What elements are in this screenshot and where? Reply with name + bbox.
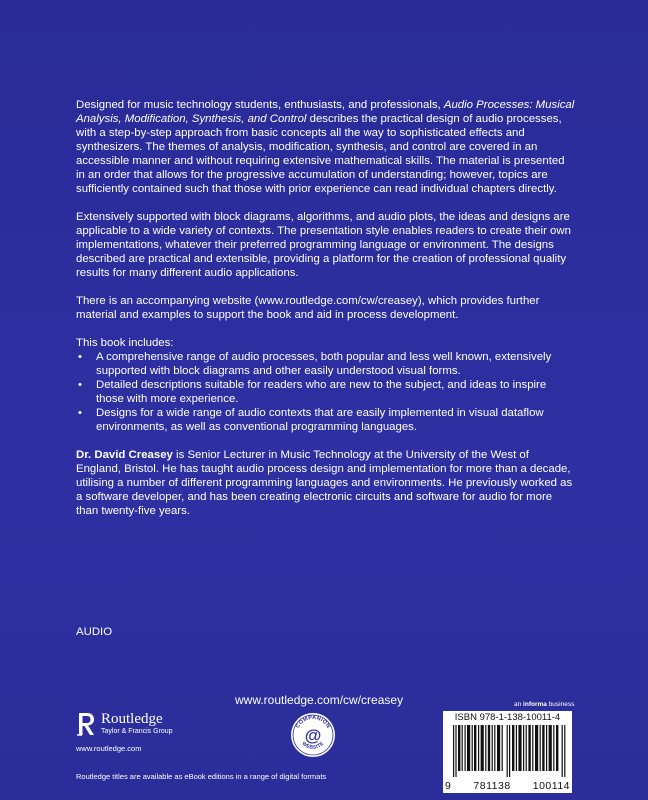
intro-paragraph: Designed for music technology students, enthusiasts, and professionals, Audio Processes: Musical Analysis, Modification, Synthesis, and Control describes the practical design of audio processes, with a step-by-step approach from basic concepts all the way to sophisticated effects and synthesizers. The themes of analysis, modification, synthesis, and control are covered in an accessible manner and without requiring extensive mathematical skills. The material is presented in an order that allows for the progressive accumulation of understanding; however, topics are sufficiently contained such that those with prior experience can read individual chapters directly.: [76, 99, 575, 195]
barcode: [443, 711, 572, 793]
author-bio: Dr. David Creasey is Senior Lecturer in Music Technology at the University of the West of England, Bristol. He has taught audio process design and implementation for more than a decade, utilising a number of different programming languages and environments. He previously worked as a software developer, and has been creating electronic circuits and software for audio for more than twenty-five years.: [76, 449, 573, 517]
list-item: • Designs for a wide range of audio contexts that are easily implemented in visual dataflow environments, as well as conventional programming languages.: [76, 406, 576, 434]
informa-business: an informa business: [514, 701, 575, 708]
category-label: AUDIO: [76, 626, 113, 638]
website-paragraph: There is an accompanying website (www.routledge.com/cw/creasey), which provides further material and examples to support the book and aid in process development.: [76, 295, 540, 321]
publisher-logo: [76, 711, 173, 737]
svg-text:@: @: [304, 726, 322, 745]
companion-website-badge-icon: [290, 712, 336, 758]
isbn: ISBN 978-1-138-10011-4: [454, 712, 561, 723]
publisher-name: Routledge: [101, 711, 163, 727]
companion-bottom-text: WEBSITE: [300, 740, 326, 751]
includes-section: [76, 336, 576, 434]
routledge-logo-icon: [76, 711, 96, 737]
publisher-url[interactable]: www.routledge.com: [76, 744, 142, 753]
barcode-digits: 9 781138 100114: [445, 780, 570, 792]
includes-list: [76, 350, 576, 434]
barcode-bars-icon: [453, 725, 566, 777]
website-url[interactable]: www.routledge.com/cw/creasey: [235, 693, 404, 707]
ebook-note: Routledge titles are available as eBook editions in a range of digital formats: [76, 772, 327, 781]
list-item: • Detailed descriptions suitable for readers who are new to the subject, and ideas to inspire those with more experience.: [76, 378, 576, 406]
blurb: [76, 98, 576, 532]
author-name: Dr. David Creasey: [76, 449, 173, 461]
applicability-paragraph: Extensively supported with block diagrams, algorithms, and audio plots, the ideas and designs are applicable to a wide variety of contexts. The presentation style enables readers to create their own implementations, whatever their preferred programming language or environment. The designs described are practical and extensible, providing a platform for the creation of professional quality results for many different audio applications.: [76, 211, 571, 279]
includes-heading: This book includes:: [76, 337, 174, 349]
book-title: Audio Processes: Musical Analysis, Modification, Synthesis, and Control: [76, 99, 575, 125]
companion-top-text: COMPANION: [294, 714, 332, 730]
list-item: • A comprehensive range of audio processes, both popular and less well known, extensively supported with block diagrams and other easily understood visual forms.: [76, 350, 576, 378]
publisher-group: Taylor & Francis Group: [101, 728, 173, 735]
